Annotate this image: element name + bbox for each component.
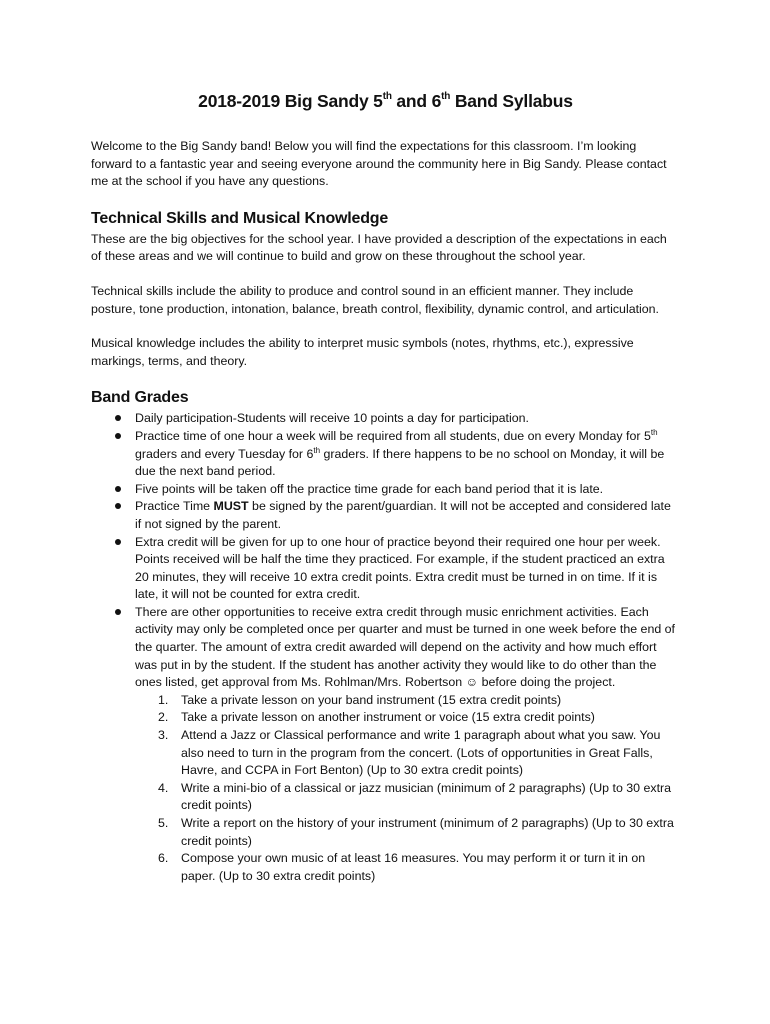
bullet-icon	[115, 503, 121, 509]
objectives-paragraph: These are the big objectives for the school year. I have provided a description of the expectations in each of these areas and we will continue to build and grow on these throughout the school year.	[91, 231, 667, 264]
list-item: Practice Time MUST be signed by the parent/guardian. It will not be accepted and considered late if not signed by the parent.	[135, 498, 680, 533]
bullet-icon	[115, 539, 121, 545]
project-item: 6. Compose your own music of at least 16 measures. You may perform it or turn it in on paper. (Up to 30 extra credit points)	[158, 851, 646, 883]
list-item: Daily participation-Students will receive 10 points a day for participation.	[135, 410, 680, 428]
list-item: Extra credit will be given for up to one hour of practice beyond their required one hour per week. Points received will be half the time they practiced. For example, if the student practiced an extra 20 minutes, they will receive 10 extra credit points. Extra credit must be turned in on time. If it is late, it will not be counted for extra credit.	[135, 534, 680, 604]
project-item: 3. Attend a Jazz or Classical performance and write 1 paragraph about what you saw. You also need to turn in the program from the concert. (Lots of opportunities in Great Falls, Havre, and CCPA in Fort Benton) (Up to 30 extra credit points)	[158, 728, 661, 778]
project-item: 2. Take a private lesson on another instrument or voice (15 extra credit points)	[158, 710, 595, 725]
bullet-icon	[115, 609, 121, 615]
list-item: Practice time of one hour a week will be required from all students, due on every Monday for 5th graders and every Tuesday for 6th graders. If there happens to be no school on Monday, it will be due the next band period.	[135, 428, 680, 481]
project-item: 1. Take a private lesson on your band instrument (15 extra credit points)	[158, 692, 562, 707]
bullet-icon	[115, 415, 121, 421]
project-item: 4. Write a mini-bio of a classical or jazz musician (minimum of 2 paragraphs) (Up to 30 extra credit points)	[158, 780, 672, 813]
technical-skills-paragraph: Technical skills include the ability to produce and control sound in an efficient manner. They include posture, tone production, intonation, balance, breath control, flexibility, dynamic control, and articulation.	[91, 283, 660, 316]
project-item: 5. Write a report on the history of your instrument (minimum of 2 paragraphs) (Up to 30 extra credit points)	[158, 816, 674, 848]
intro-paragraph: Welcome to the Big Sandy band! Below you will find the expectations for this classroom. I’m looking forward to a fantastic year and seeing everyone around the community here in Big Sandy. Please contact me at the school if you have any questions.	[91, 139, 667, 189]
extra-credit-projects-list	[135, 692, 680, 886]
bullet-icon	[115, 486, 121, 492]
section-heading-band-grades: Band Grades	[91, 389, 189, 407]
bullet-icon	[115, 433, 121, 439]
band-grades-list	[91, 410, 680, 885]
musical-knowledge-paragraph: Musical knowledge includes the ability to interpret music symbols (notes, rhythms, etc.), expressive markings, terms, and theory.	[91, 336, 634, 368]
page-title: 2018-2019 Big Sandy 5th and 6th Band Syllabus	[198, 91, 573, 111]
section-heading-technical-skills: Technical Skills and Musical Knowledge	[91, 209, 389, 227]
list-item: There are other opportunities to receive extra credit through music enrichment activities. Each activity may only be completed once per quarter and must be turned in one week before the end of the quarter. The amount of extra credit awarded will depend on the activity and how much effort was put in by the student. If the student has another activity they would like to do other than the ones listed, get approval from Ms. Rohlman/Mrs. Robertson ☺ before doing the project. 1. Take a private lesson on your band instrument (15 extra credit points) 2. Take a private lesson on another instrument or voice (15 extra credit points) 3. Attend a Jazz or Classical performance and write 1 paragraph about what you saw. You also need to turn in the program from the concert. (Lots of opportunities in Great Falls, Havre, and CCPA in Fort Benton) (Up to 30 extra credit points) 4. Write a mini-bio of a classical or jazz musician (minimum of 2 paragraphs) (Up to 30 extra credit points) 5. Write a report on the history of your instrument (minimum of 2 paragraphs) (Up to 30 extra credit points) 6. Compose your own music of at least 16 measures. You may perform it or turn it in on paper. (Up to 30 extra credit points)	[135, 604, 680, 886]
list-item: Five points will be taken off the practice time grade for each band period that it is late.	[135, 481, 680, 499]
